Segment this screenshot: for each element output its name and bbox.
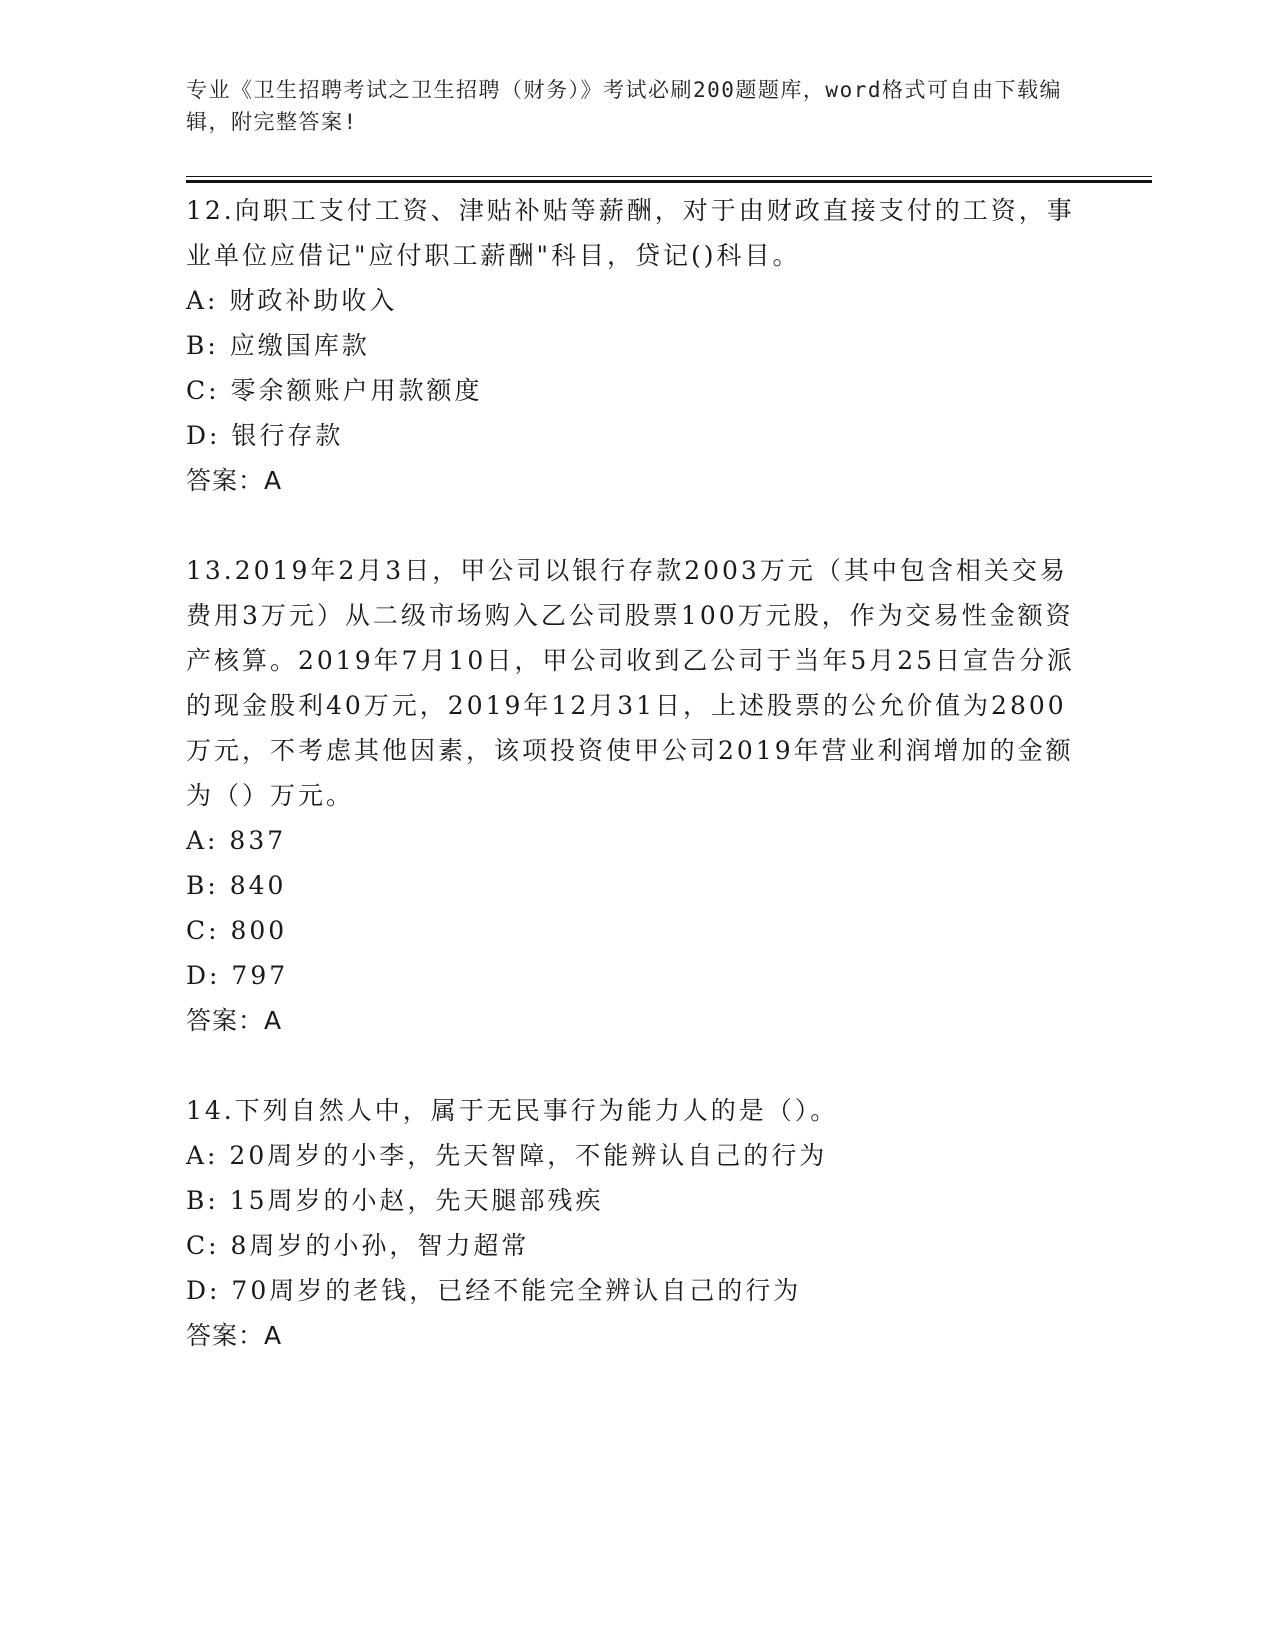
option-a: A: 20周岁的小李，先天智障，不能辨认自己的行为 [186,1141,828,1170]
option-c: C: 800 [186,916,288,945]
header-rule-thin [186,176,1152,177]
answer-line: 答案：A [186,466,283,495]
question-gap [186,1043,1086,1088]
question-stem: 13.2019年2月3日，甲公司以银行存款2003万元（其中包含相关交易费用3万元）从二级市场购入乙公司股票100万元股，作为交易性金额资产核算。2019年7月10日，甲公司收到乙公司于当年5月25日宣告分派的现金股利40万元，2019年12月31日，上述股票的公允价值为2800万元，不考虑其他因素，该项投资使甲公司2019年营业利润增加的金额为（）万元。 [186,556,1076,810]
option-c: C: 8周岁的小孙，智力超常 [186,1231,530,1260]
option-d: D: 797 [186,961,289,990]
question-14 [186,1088,1086,1358]
answer-line: 答案：A [186,1006,283,1035]
question-stem: 12.向职工支付工资、津贴补贴等薪酬，对于由财政直接支付的工资，事业单位应借记"应付职工薪酬"科目，贷记()科目。 [186,196,1075,270]
question-gap [186,503,1086,548]
option-a: A: 财政补助收入 [186,286,398,315]
question-13 [186,548,1086,1043]
header-rule-thick [186,180,1152,183]
option-d: D: 70周岁的老钱，已经不能完全辨认自己的行为 [186,1276,802,1305]
question-12 [186,188,1086,503]
question-list [186,188,1086,1358]
option-b: B: 应缴国库款 [186,331,370,360]
option-d: D: 银行存款 [186,421,344,450]
option-a: A: 837 [186,826,287,855]
question-stem: 14.下列自然人中，属于无民事行为能力人的是（）。 [186,1096,839,1125]
option-c: C: 零余额账户用款额度 [186,376,483,405]
answer-line: 答案：A [186,1321,283,1350]
option-b: B: 840 [186,871,287,900]
option-b: B: 15周岁的小赵，先天腿部残疾 [186,1186,604,1215]
document-header: 专业《卫生招聘考试之卫生招聘（财务）》考试必刷200题题库，word格式可自由下载编辑，附完整答案! [186,78,1062,134]
